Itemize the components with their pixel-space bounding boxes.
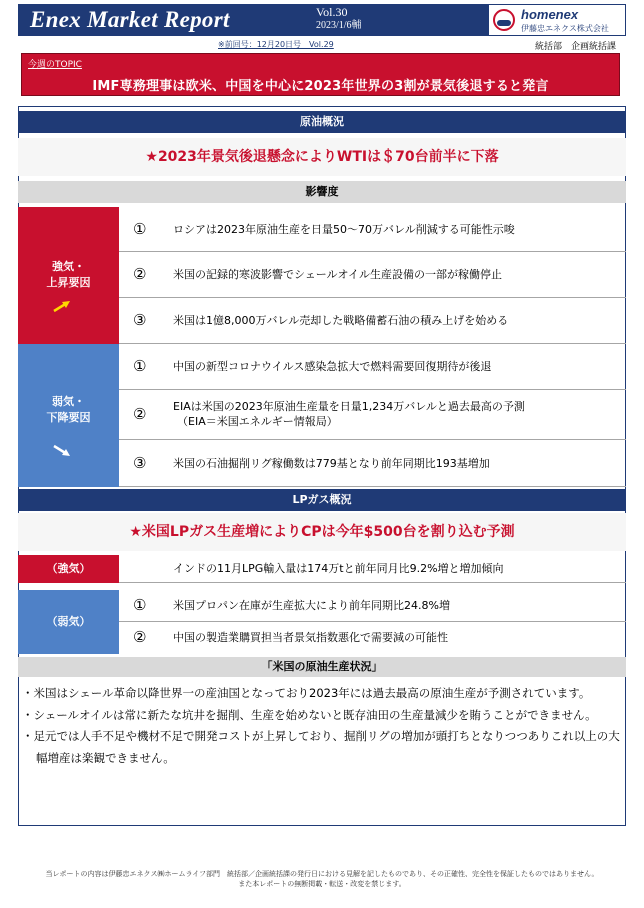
crude-headline: ★2023年景気後退懸念によりWTIは＄70台前半に下落 — [18, 138, 626, 176]
report-header — [18, 4, 626, 36]
volume-number: Vol.30 — [316, 5, 348, 19]
bull-factor-box — [18, 207, 119, 344]
lpg-bull-label: （強気） — [46, 562, 91, 575]
bear-label-2: 下降要因 — [46, 411, 91, 424]
bear-label-1: 弱気・ — [52, 395, 85, 408]
arrow-down-right-icon — [52, 444, 72, 458]
lpg-section-title: LPガス概況 — [18, 489, 626, 511]
bull-item-number: ① — [133, 220, 147, 238]
topic-tag: 今週のTOPIC — [28, 60, 82, 70]
lpg-bear-row — [119, 622, 626, 654]
disclaimer-line-2: また本レポートの無断掲載・転送・改変を禁じます。 — [238, 880, 406, 888]
bear-item-row — [119, 344, 626, 390]
bull-item-number: ③ — [133, 311, 147, 329]
lpg-bear-number: ② — [133, 628, 147, 646]
lpg-bear-box — [18, 590, 119, 654]
us-crude-bullets — [22, 683, 622, 769]
issue-date: 2023/1/6輔 — [316, 20, 362, 31]
disclaimer-line-1: 当レポートの内容は伊藤忠エネクス㈱ホームライフ部門 統括部／企画統括課の発行日における見解を記したものであり、その正確性、完全性を保証したものではありません。 — [45, 870, 599, 878]
bull-item-text: ロシアは2023年原油生産を日量50〜70万バレル削減する可能性示唆 — [173, 223, 515, 236]
bear-item-text: EIAは米国の2023年原油生産量を日量1,234万バレルと過去最高の予測 — [173, 400, 525, 413]
lpg-headline: ★米国LPガス生産増によりCPは今年$500台を割り込む予測 — [18, 513, 626, 551]
bear-item-row — [119, 440, 626, 487]
lpg-bear-text: 中国の製造業購買担当者景気指数悪化で需要減の可能性 — [173, 631, 448, 644]
bull-item-row — [119, 207, 626, 252]
crude-section-title: 原油概況 — [18, 111, 626, 133]
lpg-bear-number: ① — [133, 596, 147, 614]
bear-item-row — [119, 390, 626, 440]
bullet-item: ・足元では人手不足や機材不足で開発コストが上昇しており、掘削リグの増加が頭打ちとなりつつありこれ以上の大幅増産は楽観できません。 — [22, 729, 620, 765]
bull-item-row — [119, 252, 626, 298]
bear-item-number: ③ — [133, 454, 147, 472]
lpg-bear-label: （弱気） — [46, 615, 91, 628]
bear-item-text: 米国の石油掘削リグ稼働数は779基となり前年同期比193基増加 — [173, 457, 490, 470]
bull-item-number: ② — [133, 265, 147, 283]
lpg-bear-row — [119, 590, 626, 622]
bear-item-number: ② — [133, 405, 147, 423]
logo-brand: homenex — [521, 7, 579, 22]
report-title: Enex Market Report — [30, 7, 230, 32]
bear-factor-box — [18, 344, 119, 487]
bear-item-text: 中国の新型コロナウイルス感染急拡大で燃料需要回復期待が後退 — [173, 360, 492, 373]
us-crude-title: 「米国の原油生産状況」 — [18, 657, 626, 677]
bull-item-text: 米国の記録的寒波影響でシェールオイル生産設備の一部が稼働停止 — [173, 268, 503, 281]
lpg-bull-box — [18, 555, 119, 583]
arrow-up-right-icon — [52, 299, 72, 313]
lpg-bear-text: 米国プロパン在庫が生産拡大により前年同期比24.8%増 — [173, 599, 450, 612]
topic-banner — [21, 53, 620, 96]
lpg-bull-row — [119, 555, 626, 583]
disclaimer — [0, 869, 644, 889]
previous-issue-link[interactable]: ※前回号：12月20日号 Vol.29 — [218, 40, 334, 49]
bull-item-row — [119, 298, 626, 344]
issue-info — [316, 5, 362, 33]
bear-item-note: （EIA＝米国エネルギー情報局） — [177, 415, 338, 428]
department: 統括部 企画統括課 — [534, 42, 616, 52]
bull-item-text: 米国は1億8,000万バレル売却した戦略備蓄石油の積み上げを始める — [173, 314, 509, 327]
bull-label-1: 強気・ — [52, 260, 85, 273]
impact-title: 影響度 — [18, 181, 626, 203]
topic-text: IMF専務理事は欧米、中国を中心に2023年世界の3割が景気後退すると発言 — [92, 79, 549, 94]
sub-header — [18, 39, 626, 51]
lpg-bull-text: インドの11月LPG輸入量は174万tと前年同月比9.2%増と増加傾向 — [173, 562, 504, 575]
company-logo — [488, 4, 626, 36]
bull-label-2: 上昇要因 — [46, 276, 91, 289]
logo-mark-icon — [493, 9, 515, 31]
bear-item-number: ① — [133, 357, 147, 375]
bullet-item: ・シェールオイルは常に新たな坑井を掘削、生産を始めないと既存油田の生産量減少を賄うことができません。 — [22, 707, 597, 722]
bullet-item: ・米国はシェール革命以降世界一の産油国となっており2023年には過去最高の原油生産が予測されています。 — [22, 686, 591, 700]
logo-company-name: 伊藤忠エネクス株式会社 — [521, 24, 609, 33]
